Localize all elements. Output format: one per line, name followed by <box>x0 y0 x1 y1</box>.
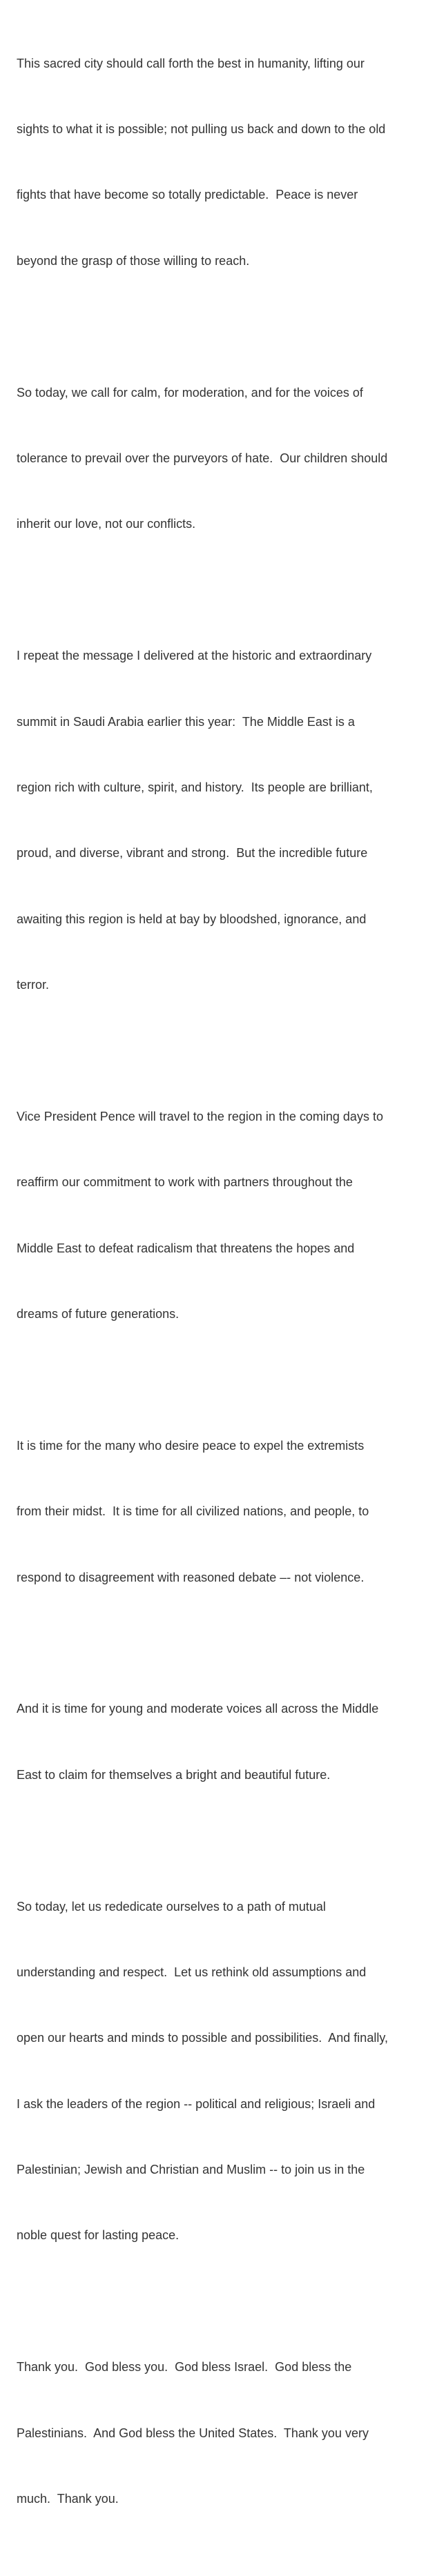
text-line: region rich with culture, spirit, and history. Its people are brilliant, <box>17 780 373 794</box>
paragraph-5 <box>17 1391 438 1633</box>
paragraph-7 <box>17 1852 438 2291</box>
text-line: Palestinians. And God bless the United States. Thank you very <box>17 2426 369 2440</box>
paragraph-1 <box>17 9 438 316</box>
text-line: dreams of future generations. <box>17 1307 180 1321</box>
text-line: inherit our love, not our conflicts. <box>17 517 196 531</box>
text-line: Thank you. God bless you. God bless Israel. God bless the <box>17 2360 352 2375</box>
paragraph-6 <box>17 1655 438 1830</box>
text-line: Vice President Pence will travel to the region in the coming days to <box>17 1109 383 1123</box>
paragraph-2 <box>17 338 438 580</box>
text-line: East to claim for themselves a bright and beautiful future. <box>17 1767 331 1782</box>
text-line: terror. <box>17 978 50 992</box>
text-line: proud, and diverse, vibrant and strong. But the incredible future <box>17 846 368 861</box>
text-line: reaffirm our commitment to work with partners throughout the <box>17 1175 353 1190</box>
text-line: So today, we call for calm, for moderation, and for the voices of <box>17 385 363 400</box>
text-line: from their midst. It is time for all civilized nations, and people, to <box>17 1504 369 1519</box>
text-line: understanding and respect. Let us rethink old assumptions and <box>17 1965 367 1979</box>
text-line: I repeat the message I delivered at the historic and extraordinary <box>17 649 372 663</box>
text-line: Palestinian; Jewish and Christian and Muslim -- to join us in the <box>17 2163 365 2177</box>
text-line: awaiting this region is held at bay by bloodshed, ignorance, and <box>17 912 367 926</box>
text-line: open our hearts and minds to possible and possibilities. And finally, <box>17 2031 388 2045</box>
text-line: respond to disagreement with reasoned debate –- not violence. <box>17 1570 365 1584</box>
speech-transcript <box>17 9 438 2576</box>
text-line: beyond the grasp of those willing to reach. <box>17 253 250 268</box>
text-line: So today, let us rededicate ourselves to a path of mutual <box>17 1899 326 1914</box>
text-line: tolerance to prevail over the purveyors of hate. Our children should <box>17 451 388 465</box>
text-line: much. Thank you. <box>17 2492 119 2506</box>
text-line: noble quest for lasting peace. <box>17 2228 180 2243</box>
text-line: This sacred city should call forth the best in humanity, lifting our <box>17 56 365 70</box>
text-line: And it is time for young and moderate voices all across the Middle <box>17 1702 379 1716</box>
paragraph-4 <box>17 1062 438 1369</box>
text-line: I ask the leaders of the region -- political and religious; Israeli and <box>17 2096 376 2111</box>
paragraph-3 <box>17 602 438 1041</box>
paragraph-8 <box>17 2313 438 2555</box>
text-line: Middle East to defeat radicalism that threatens the hopes and <box>17 1241 355 1255</box>
text-line: summit in Saudi Arabia earlier this year: The Middle East is a <box>17 714 355 729</box>
text-line: It is time for the many who desire peace to expel the extremists <box>17 1438 365 1453</box>
text-line: sights to what it is possible; not pulling us back and down to the old <box>17 121 386 136</box>
text-line: fights that have become so totally predictable. Peace is never <box>17 188 358 202</box>
